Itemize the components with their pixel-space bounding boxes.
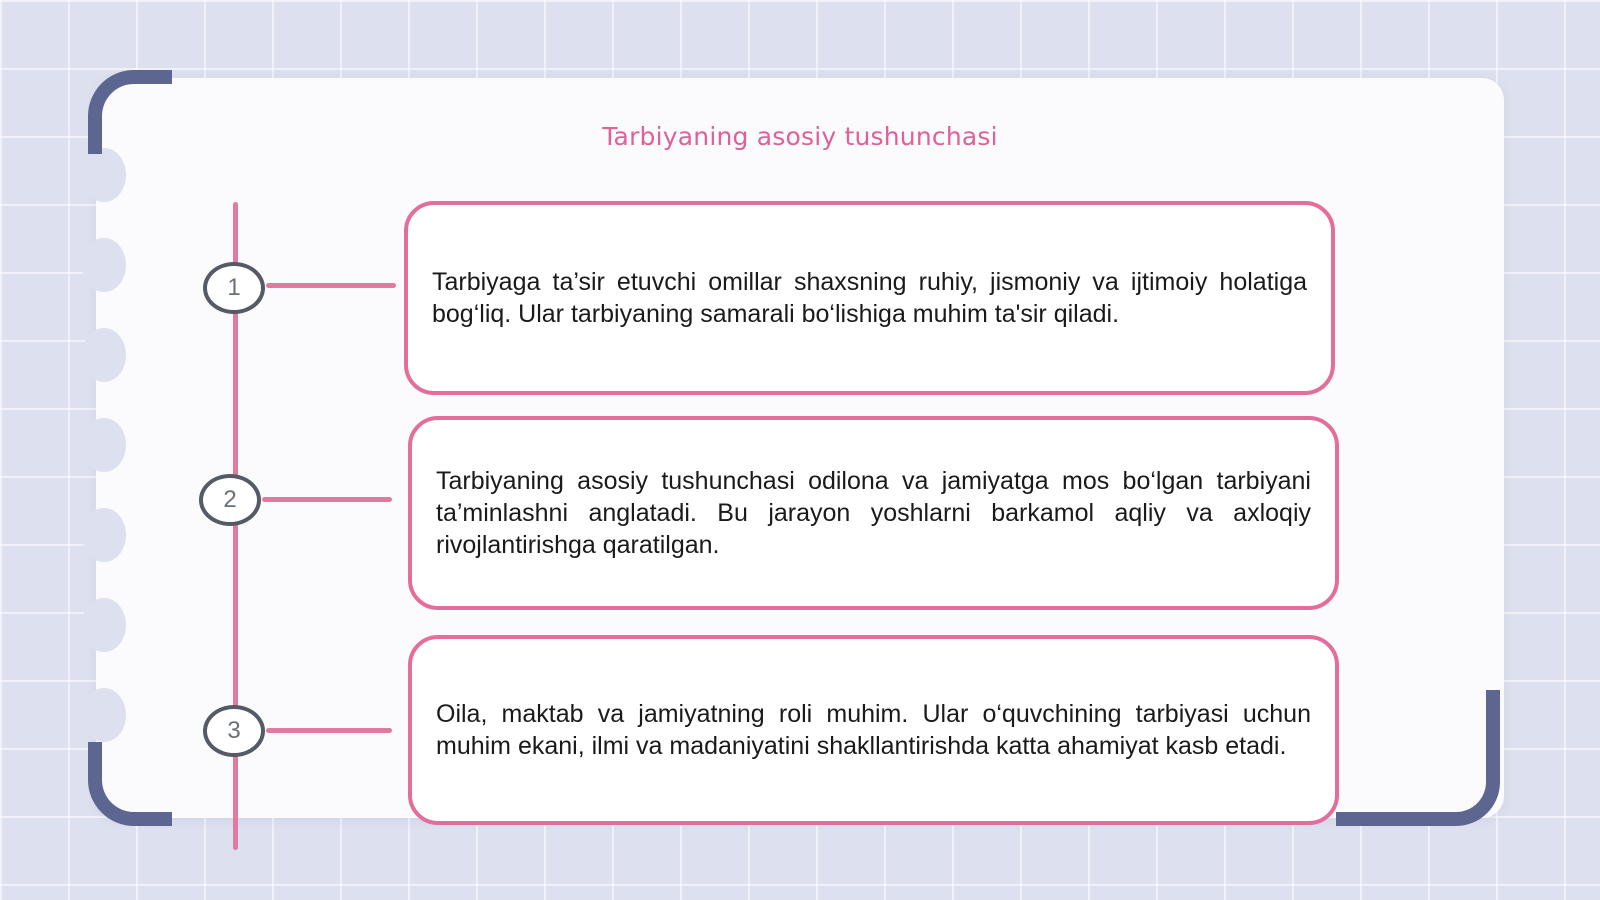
paper-torn-edge — [82, 688, 126, 742]
card-text-3: Oila, maktab va jamiyatning roli muhim. Ular o‘quvchining tarbiyasi uchun muhim ekani, ilmi va madaniyatini shakllantirishda katta ahamiyat kasb etadi. — [436, 700, 1311, 760]
timeline-card-3 — [408, 635, 1339, 825]
slide-title: Tarbiyaning asosiy tushunchasi — [602, 122, 998, 151]
paper-torn-edge — [82, 148, 126, 202]
timeline-card-1 — [404, 201, 1335, 395]
paper-torn-edge — [82, 328, 126, 382]
card-text-1: Tarbiyaga ta’sir etuvchi omillar shaxsning ruhiy, jismoniy va ijtimoiy holatiga bog‘liq. Ular tarbiyaning samarali bo‘lishiga muhim ta'sir qiladi. — [432, 268, 1307, 328]
step-number-2: 2 — [199, 474, 261, 526]
step-number-3: 3 — [203, 705, 265, 757]
frame-corner-bottom-right — [1336, 690, 1500, 826]
step-number-1: 1 — [203, 262, 265, 314]
timeline-connector-1 — [266, 283, 396, 288]
card-text-2: Tarbiyaning asosiy tushunchasi odilona va jamiyatga mos bo‘lgan tarbiyani ta’minlashni anglatadi. Bu jarayon yoshlarni barkamol aqliy va axloqiy rivojlantirishga qaratilgan. — [436, 467, 1311, 559]
paper-torn-edge — [82, 418, 126, 472]
timeline-card-2 — [408, 416, 1339, 610]
timeline-connector-2 — [262, 497, 392, 502]
paper-torn-edge — [82, 238, 126, 292]
frame-corner-bottom-left — [88, 742, 172, 826]
paper-torn-edge — [82, 508, 126, 562]
paper-torn-edge — [82, 598, 126, 652]
timeline-connector-3 — [266, 728, 392, 733]
